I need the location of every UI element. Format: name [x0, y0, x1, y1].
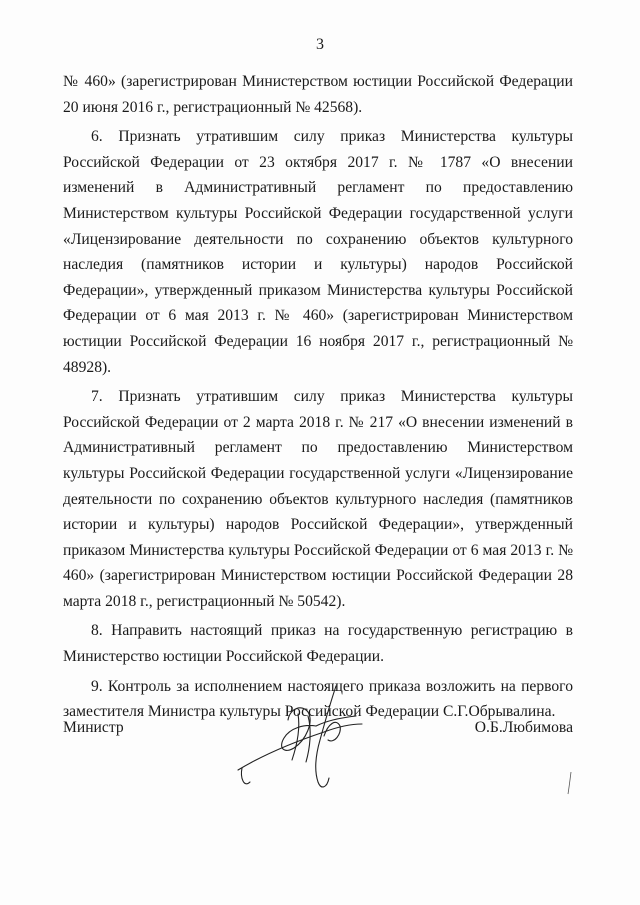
paragraph-item-7: 7. Признать утратившим силу приказ Министерства культуры Российской Федерации от 2 марта 2018 г. № 217 «О внесении изменений в Административный регламент по предоставлению Министерством культуры Российской Федерации государственной услуги «Лицензирование деятельности по сохранению объектов культурного наследия (памятников истории и культуры) народов Российской Федерации», утвержденный приказом Министерства культуры Российской Федерации от 6 мая 2013 г. № 460» (зарегистрирован Министерством юстиции Российской Федерации 28 марта 2018 г., регистрационный № 50542). [63, 388, 573, 610]
document-body [63, 69, 573, 725]
page-number: 3 [316, 36, 324, 53]
paragraph-continuation: № 460» (зарегистрирован Министерством юстиции Российской Федерации 20 июня 2016 г., регистрационный № 42568). [63, 73, 573, 116]
signatory-title: Министр [63, 719, 124, 736]
signature-block [63, 719, 573, 743]
paragraph-item-6: 6. Признать утратившим силу приказ Министерства культуры Российской Федерации от 23 октября 2017 г. № 1787 «О внесении изменений в Административный регламент по предоставлению Министерством культуры Российской Федерации государственной услуги «Лицензирование деятельности по сохранению объектов культурного наследия (памятников истории и культуры) народов Российской Федерации», утвержденный приказом Министерства культуры Российской Федерации от 6 мая 2013 г. № 460» (зарегистрирован Министерством юстиции Российской Федерации 16 ноября 2017 г., регистрационный № 48928). [63, 128, 573, 376]
scan-artifact-line [563, 770, 577, 796]
paragraph-item-9: 9. Контроль за исполнением настоящего приказа возложить на первого заместителя Министра культуры Российской Федерации С.Г.Обрывалина. [63, 677, 573, 721]
paragraph-item-8: 8. Направить настоящий приказ на государственную регистрацию в Министерство юстиции Российской Федерации. [63, 622, 573, 666]
signatory-name: О.Б.Любимова [474, 719, 573, 736]
